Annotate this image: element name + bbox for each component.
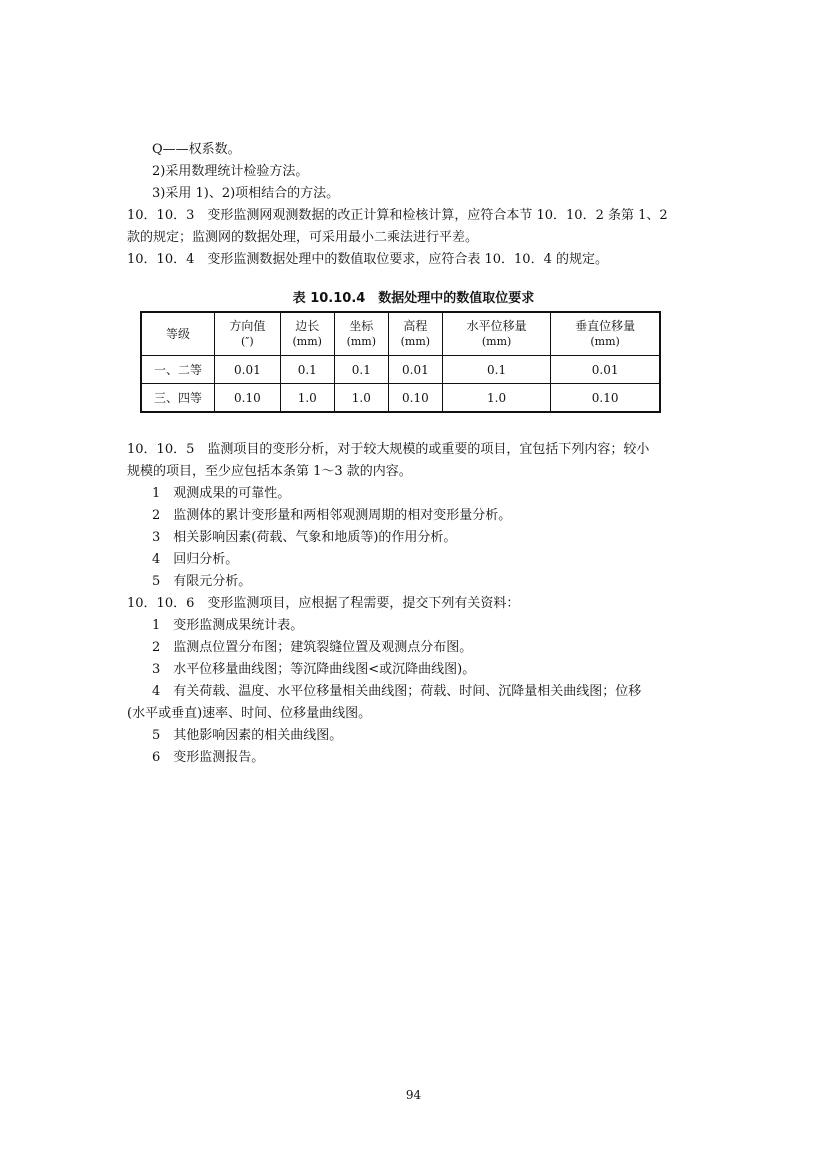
table-cell: 1.0 xyxy=(442,384,550,413)
table-row xyxy=(141,356,660,384)
table-cell: 0.01 xyxy=(215,356,281,384)
clause-10-10-3-line1: 10．10．3 变形监测网观测数据的改正计算和检核计算，应符合本节 10．10．2 条第 1、2 xyxy=(127,208,668,223)
table-cell: 0.10 xyxy=(551,384,660,413)
list-item: 3 水平位移量曲线图；等沉降曲线图<或沉降曲线图)。 xyxy=(152,662,476,677)
list-item: 2 监测点位置分布图；建筑裂缝位置及观测点分布图。 xyxy=(152,640,473,655)
list-item: 3 相关影响因素(荷载、气象和地质等)的作用分析。 xyxy=(152,530,457,545)
list-item: 2 监测体的累计变形量和两相邻观测周期的相对变形量分析。 xyxy=(152,508,512,523)
list-item: 6 变形监测报告。 xyxy=(152,750,265,765)
paragraph-method-2: 2)采用数理统计检验方法。 xyxy=(152,164,309,179)
table-cell: 三、四等 xyxy=(141,384,215,413)
clause-10-10-5-line1: 10．10．5 监测项目的变形分析，对于较大规模的或重要的项目，宜包括下列内容；较小 xyxy=(127,442,650,457)
table-cell: 0.10 xyxy=(215,384,281,413)
clause-10-10-6: 10．10．6 变形监测项目，应根据了程需要，提交下列有关资料： xyxy=(127,596,520,611)
paragraph-weight-coefficient: Q——权系数。 xyxy=(152,142,241,157)
table-cell: 0.10 xyxy=(388,384,442,413)
header-coordinate: 坐标 (mm) xyxy=(334,312,388,356)
table-cell: 0.1 xyxy=(280,356,334,384)
data-precision-table xyxy=(140,311,661,413)
clause-10-10-3-line2: 款的规定；监测网的数据处理，可采用最小二乘法进行平差。 xyxy=(127,230,479,245)
header-side-length: 边长 (mm) xyxy=(280,312,334,356)
clause-10-10-5-line2: 规模的项目，至少应包括本条第 1～3 款的内容。 xyxy=(127,464,412,479)
table-cell: 1.0 xyxy=(334,384,388,413)
list-item: 4 有关荷载、温度、水平位移量相关曲线图；荷载、时间、沉降量相关曲线图；位移 xyxy=(152,684,642,699)
list-item: 5 其他影响因素的相关曲线图。 xyxy=(152,728,343,743)
table-cell: 1.0 xyxy=(280,384,334,413)
list-item: 1 观测成果的可靠性。 xyxy=(152,486,291,501)
header-direction: 方向值 (″) xyxy=(215,312,281,356)
header-horizontal-displacement: 水平位移量 (mm) xyxy=(442,312,550,356)
list-item: 4 回归分析。 xyxy=(152,552,239,567)
page-number: 94 xyxy=(405,1088,422,1102)
table-cell: 0.01 xyxy=(388,356,442,384)
list-item: 1 变形监测成果统计表。 xyxy=(152,618,304,633)
header-vertical-displacement: 垂直位移量 (mm) xyxy=(551,312,660,356)
table-header-row xyxy=(141,312,660,356)
list-item-continuation: (水平或垂直)速率、时间、位移量曲线图。 xyxy=(127,706,372,721)
clause-10-10-4: 10．10．4 变形监测数据处理中的数值取位要求，应符合表 10．10．4 的规定。 xyxy=(127,252,608,267)
table-cell: 0.1 xyxy=(442,356,550,384)
table-cell: 0.1 xyxy=(334,356,388,384)
header-grade: 等级 xyxy=(141,312,215,356)
table-cell: 0.01 xyxy=(551,356,660,384)
list-item: 5 有限元分析。 xyxy=(152,574,252,589)
paragraph-method-3: 3)采用 1)、2)项相结合的方法。 xyxy=(152,186,340,201)
table-row xyxy=(141,384,660,413)
header-elevation: 高程 (mm) xyxy=(388,312,442,356)
table-cell: 一、二等 xyxy=(141,356,215,384)
table-title: 表 10.10.4 数据处理中的数值取位要求 xyxy=(292,291,535,306)
